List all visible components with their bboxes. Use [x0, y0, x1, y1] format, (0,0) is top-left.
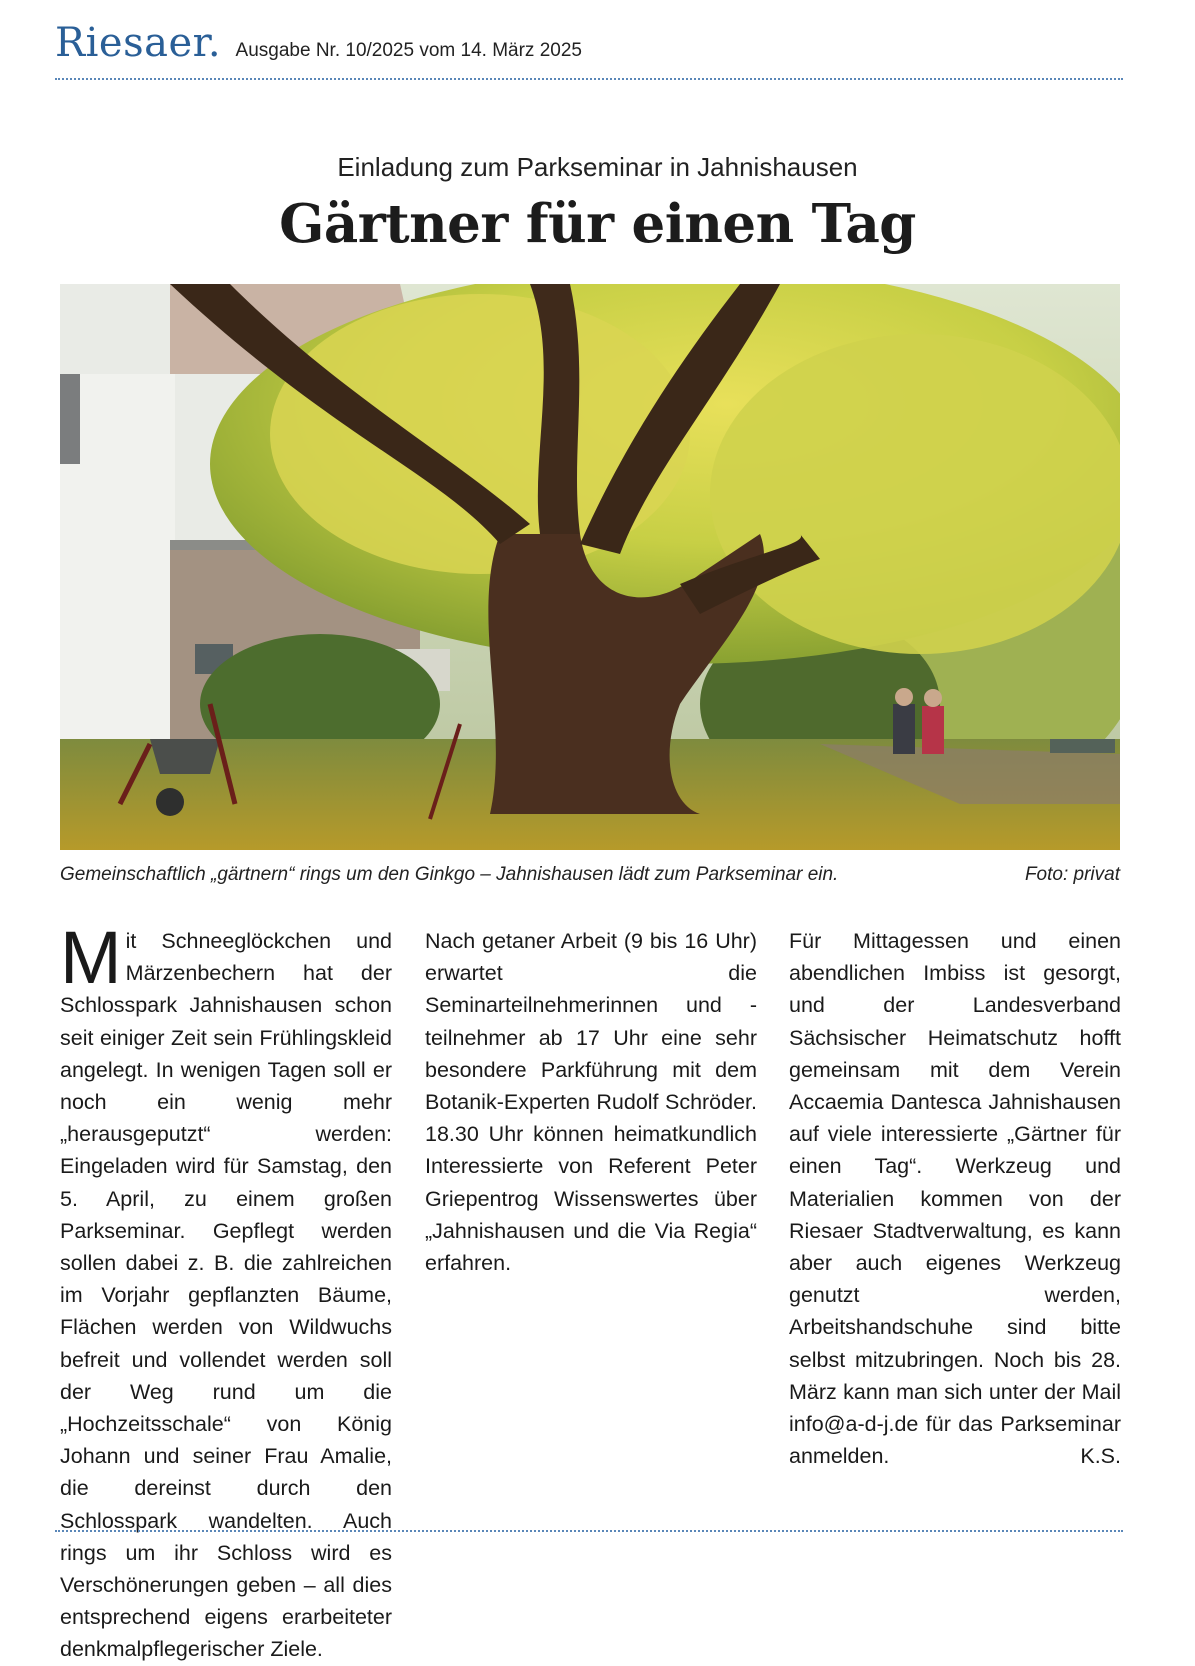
column-2-text: Nach getaner Arbeit (9 bis 16 Uhr) erwartet die Seminarteilnehmerinnen und -teilnehmer ab 17 Uhr eine sehr besondere Parkführung mit dem Botanik-Experten Rudolf Schröder. 18.30 Uhr können heimatkundlich Interessierte von Referent Peter Griepentrog Wissenswertes über „Jahnishausen und die Via Regia“ erfahren.	[425, 929, 757, 1276]
article-column-2	[425, 925, 757, 1279]
top-divider	[55, 78, 1123, 80]
column-3-text: Für Mittagessen und einen abendlichen Imbiss ist gesorgt, und der Landesverband Sächsischer Heimatschutz hofft gemeinsam mit dem Verein Accaemia Dantesca Jahnishausen auf viele interessierte „Gärtner für einen Tag“. Werkzeug und Materialien kommen von der Riesaer Stadtverwaltung, es kann aber auch eigenes Werkzeug genutzt werden, Arbeitshandschuhe sind bitte selbst mitzubringen. Noch bis 28. März kann man sich unter der Mail info@a-d-j.de für das Parkseminar anmelden.	[789, 929, 1121, 1469]
brand-logo: Riesaer.	[55, 20, 222, 66]
article-photo	[60, 284, 1120, 850]
article-headline: Gärtner für einen Tag	[279, 193, 916, 255]
article-column-1	[60, 916, 392, 1666]
article-column-3	[789, 925, 1121, 1472]
author-signature: K.S.	[1080, 1444, 1121, 1469]
masthead	[55, 20, 582, 72]
issue-info: Ausgabe Nr. 10/2025 vom 14. März 2025	[235, 40, 582, 61]
caption-text: Gemeinschaftlich „gärtnern“ rings um den Ginkgo – Jahnishausen lädt zum Parkseminar ein.	[60, 864, 839, 885]
photo-credit: Foto: privat	[1024, 864, 1120, 885]
dropcap: M	[60, 916, 122, 999]
bottom-divider	[55, 1530, 1123, 1532]
article-kicker: Einladung zum Parkseminar in Jahnishausen	[337, 152, 858, 182]
column-1-text: it Schneeglöckchen und Märzenbechern hat der Schlosspark Jahnishausen schon seit einiger Zeit sein Frühlingskleid angelegt. In wenigen Tagen soll er noch ein wenig mehr „herausgeputzt“ werden: Eingeladen wird für Samstag, den 5. April, zu einem großen Parkseminar. Gepflegt werden sollen dabei z. B. die zahlreichen im Vorjahr gepflanzten Bäume, Flächen werden von Wildwuchs befreit und vollendet werden soll der Weg rund um die „Hochzeitsschale“ von König Johann und seiner Frau Amalie, die dereinst durch den Schlosspark wandelten. Auch rings um ihr Schloss wird es Verschönerungen geben – all dies entsprechend eigens erarbeiteter denkmalpflegerischer Ziele.	[60, 929, 392, 1662]
photo-caption	[60, 864, 1120, 886]
